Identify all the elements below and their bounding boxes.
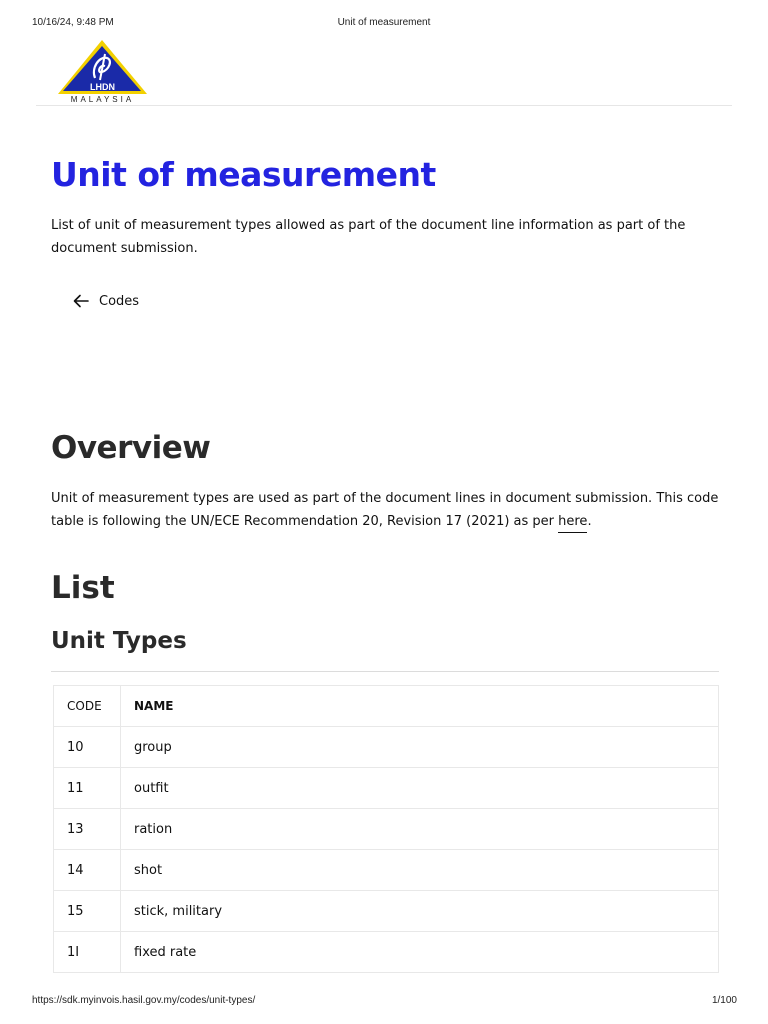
overview-text-body: Unit of measurement types are used as part of the document lines in document submission. This code table is following the UN/ECE Recommendation 20, Revision 17 (2021) as per <box>51 491 719 529</box>
cell-name: ration <box>121 809 719 850</box>
back-link-label: Codes <box>99 293 140 309</box>
lhdn-logo-emblem <box>55 38 150 96</box>
table-row <box>54 891 719 932</box>
cell-code: 13 <box>54 809 121 850</box>
logo-country-text: MALAYSIA <box>70 95 135 104</box>
page-intro: List of unit of measurement types allowed as part of the document line information as part of the document submission. <box>51 218 686 256</box>
page-title: Unit of measurement <box>51 155 436 194</box>
table-row <box>54 850 719 891</box>
cell-code: 15 <box>54 891 121 932</box>
cell-code: 1I <box>54 932 121 973</box>
cell-code: 14 <box>54 850 121 891</box>
unit-types-table <box>53 685 719 973</box>
cell-name: shot <box>121 850 719 891</box>
table-row <box>54 932 719 973</box>
cell-name: group <box>121 727 719 768</box>
print-title: Unit of measurement <box>337 17 431 28</box>
logo-brand: LHDN <box>90 82 115 92</box>
overview-text-end: . <box>587 514 592 529</box>
lhdn-logo[interactable] <box>55 38 150 106</box>
back-to-codes-link[interactable] <box>73 291 139 311</box>
print-url: https://sdk.myinvois.hasil.gov.my/codes/unit-types/ <box>32 995 256 1006</box>
print-header <box>0 17 768 31</box>
cell-name: stick, military <box>121 891 719 932</box>
column-header-code: CODE <box>54 686 121 727</box>
overview-text <box>51 487 719 533</box>
here-link[interactable]: here <box>558 514 587 533</box>
list-heading: List <box>51 570 115 606</box>
cell-code: 10 <box>54 727 121 768</box>
table-header-row <box>54 686 719 727</box>
table-row <box>54 727 719 768</box>
overview-heading: Overview <box>51 430 211 466</box>
column-header-name: NAME <box>121 686 719 727</box>
unit-types-heading: Unit Types <box>51 628 187 654</box>
arrow-left-icon <box>73 294 89 308</box>
cell-name: fixed rate <box>121 932 719 973</box>
cell-code: 11 <box>54 768 121 809</box>
print-footer <box>0 995 768 1009</box>
cell-name: outfit <box>121 768 719 809</box>
print-page-number: 1/100 <box>711 995 737 1006</box>
table-row <box>54 768 719 809</box>
table-row <box>54 809 719 850</box>
header-divider <box>36 105 732 106</box>
print-datetime: 10/16/24, 9:48 PM <box>32 17 114 28</box>
section-divider <box>51 671 719 672</box>
